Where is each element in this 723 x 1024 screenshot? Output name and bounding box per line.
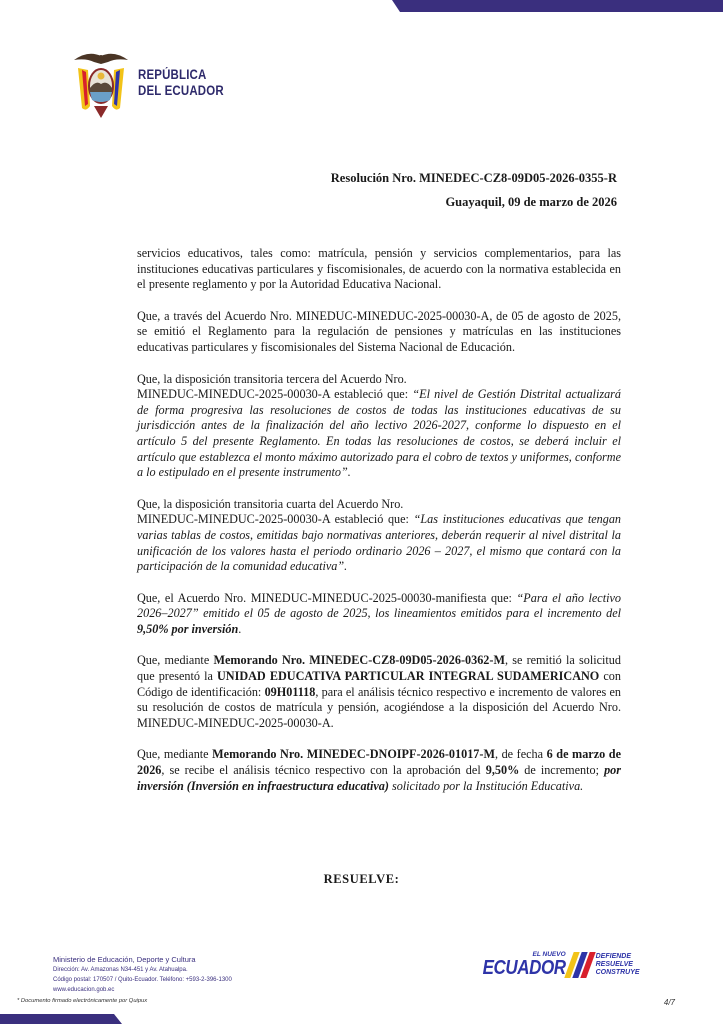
paragraph-2: Que, a través del Acuerdo Nro. MINEDUC-MINEDUC-2025-00030-A, de 05 de agosto de 2025, se emitió el Reglamento para la regulación de pensiones y matrículas en las instituciones educativas particulares y fiscomisionales del Sistema Nacional de Educación. — [137, 308, 621, 354]
footer-signature-note: * Documento firmado electrónicamente por Quipux — [17, 998, 148, 1004]
paragraph-3-quote: “El nivel de Gestión Distrital actualizará de forma progresiva las resoluciones de costos de todas las instituciones educativas de su jurisdicción antes de la finalización del año lectivo 2026-2027, conforme lo dispuesto en el artículo 5 del presente Reglamento. En todas las resoluciones de costos, se deberá incluir el artículo que establezca el monto máximo autorizado para el cobro de textos y uniformes, conforme a lo estipulado en el presente instrumento”. — [137, 387, 622, 480]
p6-e: con Código de identificación: — [137, 669, 621, 699]
slogan-word-1: DEFIENDE — [595, 952, 632, 960]
footer-band — [0, 1014, 122, 1024]
slogan-right — [596, 953, 640, 977]
slogan-left — [468, 951, 566, 978]
paragraph-4 — [137, 497, 621, 575]
paragraph-6 — [137, 653, 621, 731]
coat-of-arms-icon — [70, 46, 132, 120]
paragraph-3 — [137, 372, 621, 481]
p6-a: Que, mediante — [137, 653, 214, 668]
resolution-number: Resolución Nro. MINEDEC-CZ8-09D05-2026-0355-R — [330, 171, 617, 185]
p7-i: solicitado por la Institución Educativa. — [388, 778, 584, 793]
paragraph-1: servicios educativos, tales como: matrícula, pensión y servicios complementarios, para las instituciones educativas particulares y fiscomisionales, de acuerdo con la normativa establecida en el presente reglamento y por la Autoridad Educativa Nacional. — [137, 246, 621, 292]
p7-a: Que, mediante — [137, 747, 213, 762]
p6-c: , se remitió la solicitud que presentó la — [137, 653, 621, 684]
investment-type: por inversión (Inversión en infraestructura educativa) — [137, 763, 621, 793]
paragraph-4-text: MINEDUC-MINEDUC-2025-00030-A estableció que: — [137, 512, 414, 527]
paragraph-5-end: . — [238, 621, 242, 636]
institution-name: UNIDAD EDUCATIVA PARTICULAR INTEGRAL SUDAMERICANO — [216, 669, 600, 684]
paragraph-5-bold: 9,50% por inversión — [137, 621, 239, 636]
slogan-big: ECUADOR — [482, 957, 566, 979]
memorando-date: 6 de marzo de 2026 — [137, 747, 621, 778]
document-date: Guayaquil, 09 de marzo de 2026 — [445, 195, 617, 209]
memorando-ref-2: Memorando Nro. MINEDEC-DNOIPF-2026-01017-M — [212, 747, 495, 762]
footer-website[interactable]: www.educacion.gob.ec — [53, 987, 115, 993]
footer-address: Dirección: Av. Amazonas N34-451 y Av. Atahualpa. — [53, 967, 188, 973]
footer-postal: Código postal: 170507 / Quito-Ecuador. Teléfono: +593-2-396-1300 — [53, 977, 232, 983]
slogan-small: EL NUEVO — [532, 951, 566, 958]
logo-line-2: DEL ECUADOR — [138, 83, 224, 98]
slogan-word-2: RESUELVE — [595, 960, 633, 968]
p7-c: , de fecha — [494, 747, 547, 762]
logo-text — [138, 67, 224, 99]
p7-e: , se recibe el análisis técnico respectivo con la aprobación del — [161, 763, 486, 778]
p7-g: de incremento; — [519, 763, 605, 778]
approved-percent: 9,50% — [485, 763, 520, 778]
resuelve-heading: RESUELVE: — [323, 872, 400, 886]
document-body — [137, 246, 621, 810]
paragraph-7 — [137, 747, 621, 794]
footer-ministry: Ministerio de Educación, Deporte y Cultura — [53, 955, 196, 964]
p6-g: , para el análisis técnico respectivo e incremento de valores en su resolución de costos de matrícula y pensión, acogiéndose a la disposición del Acuerdo Nro. MINEDUC-MINEDUC-2025-00030-A. — [137, 684, 622, 730]
paragraph-5-text: Que, el Acuerdo Nro. MINEDUC-MINEDUC-2025-00030-manifiesta que: — [137, 590, 517, 605]
paragraph-4-quote: “Las instituciones educativas que tengan varias tablas de costos, emitidas bajo normativas anteriores, deberán requerir al nivel distrital la unificación de los valores hasta el periodo ordinario 2026 – 2027, el mismo que contará con la participación de la comunidad educativa”. — [137, 512, 622, 574]
footer-contact — [53, 955, 232, 995]
institution-code: 09H01118 — [264, 684, 316, 699]
header-band — [392, 0, 723, 12]
paragraph-4-intro: Que, la disposición transitoria cuarta del Acuerdo Nro. — [137, 496, 404, 511]
page-number: 4/7 — [663, 998, 675, 1007]
flag-stripes-icon — [569, 952, 593, 978]
paragraph-5 — [137, 591, 621, 638]
el-nuevo-ecuador-logo — [468, 951, 640, 978]
logo-line-1: REPÚBLICA — [138, 67, 207, 82]
paragraph-3-intro: Que, la disposición transitoria tercera del Acuerdo Nro. — [137, 371, 407, 386]
republica-logo — [70, 46, 239, 120]
slogan-word-3: CONSTRUYE — [595, 968, 640, 976]
paragraph-5-quote: “Para el año lectivo 2026–2027” emitido el 05 de agosto de 2025, los lineamientos emitidos para el incremento del — [137, 590, 621, 621]
paragraph-3-text: MINEDUC-MINEDUC-2025-00030-A estableció que: — [137, 387, 413, 402]
memorando-ref-1: Memorando Nro. MINEDEC-CZ8-09D05-2026-0362-M — [213, 653, 505, 668]
